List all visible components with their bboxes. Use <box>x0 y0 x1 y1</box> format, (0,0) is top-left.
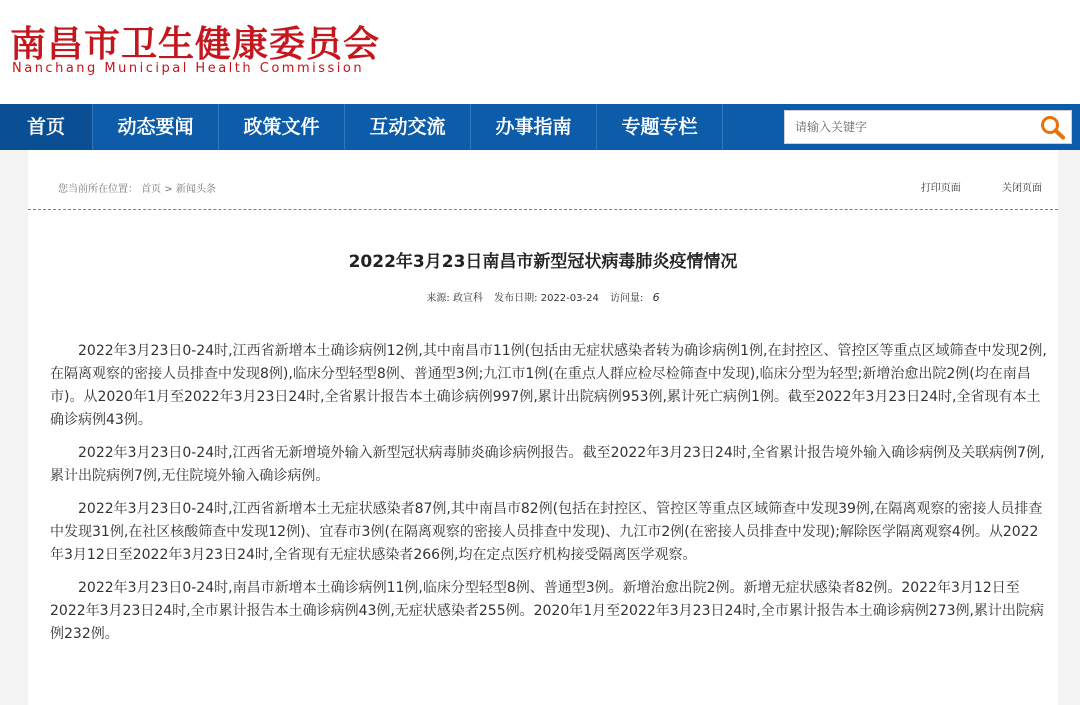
search-input[interactable] <box>785 111 1035 143</box>
nav-item-interaction[interactable]: 互动交流 <box>345 104 471 150</box>
nav-item-guide[interactable]: 办事指南 <box>471 104 597 150</box>
site-header <box>0 0 1080 104</box>
search-box <box>784 110 1072 144</box>
nav-item-news[interactable]: 动态要闻 <box>93 104 219 150</box>
print-page-link[interactable]: 打印页面 <box>920 183 961 194</box>
date-label: 发布日期: <box>494 293 538 304</box>
article-paragraph: 2022年3月23日0-24时,江西省新增本土确诊病例12例,其中南昌市11例(包括由无症状感染者转为确诊病例1例,在封控区、管控区等重点区域筛查中发现2例,在隔离观察的密接人员排查中发现8例),临床分型轻型8例、普通型3例;九江市1例(在重点人群应检尽检筛查中发现),临床分型为轻型;新增治愈出院2例(均在南昌市)。从2020年1月至2022年3月23日24时,全省累计报告本土确诊病例997例,累计出院病例953例,累计死亡病例1例。截至2022年3月23日24时,全省现有本土确诊病例43例。 <box>50 343 1047 428</box>
views-label: 访问量: <box>610 293 644 304</box>
article-title: 2022年3月23日南昌市新型冠状病毒肺炎疫情情况 <box>348 252 738 272</box>
views-value: 6 <box>652 291 660 304</box>
breadcrumb <box>58 180 216 195</box>
article-container <box>28 150 1058 705</box>
search-icon <box>1039 114 1067 140</box>
dashed-divider <box>28 209 1058 210</box>
site-logo-title[interactable]: 南昌市卫生健康委员会 <box>10 24 381 65</box>
source-value: 政宣科 <box>452 293 483 304</box>
page-side-right <box>1058 150 1080 705</box>
breadcrumb-separator: > <box>164 184 173 195</box>
breadcrumb-current-link[interactable]: 新闻头条 <box>175 184 216 195</box>
article-paragraph: 2022年3月23日0-24时,江西省无新增境外输入新型冠状病毒肺炎确诊病例报告。截至2022年3月23日24时,全省累计报告境外输入确诊病例及关联病例7例,累计出院病例7例,无住院境外输入确诊病例。 <box>50 445 1045 484</box>
breadcrumb-home-link[interactable]: 首页 <box>141 184 162 195</box>
nav-item-policy[interactable]: 政策文件 <box>219 104 345 150</box>
article-meta <box>28 289 1058 304</box>
nav-item-topics[interactable]: 专题专栏 <box>597 104 723 150</box>
article-body <box>50 340 1050 656</box>
source-label: 来源: <box>426 293 450 304</box>
article-paragraph: 2022年3月23日0-24时,南昌市新增本土确诊病例11例,临床分型轻型8例、普通型3例。新增治愈出院2例。新增无症状感染者82例。2022年3月12日至2022年3月23日24时,全市累计报告本土确诊病例43例,无症状感染者255例。2020年1月至2022年3月23日24时,全市累计报告本土确诊病例273例,累计出院病例232例。 <box>50 580 1044 642</box>
page-tools <box>883 179 1042 194</box>
breadcrumb-prefix: 您当前所在位置： <box>58 184 138 195</box>
nav-item-home[interactable]: 首页 <box>0 104 93 150</box>
search-button[interactable] <box>1039 114 1067 140</box>
article-paragraph: 2022年3月23日0-24时,江西省新增本土无症状感染者87例,其中南昌市82例(包括在封控区、管控区等重点区域筛查中发现39例,在隔离观察的密接人员排查中发现31例,在社区核酸筛查中发现12例)、宜春市3例(在隔离观察的密接人员排查中发现)、九江市2例(在密接人员排查中发现);解除医学隔离观察4例。从2022年3月12日至2022年3月23日24时,全省现有无症状感染者266例,均在定点医疗机构接受隔离医学观察。 <box>50 501 1043 563</box>
date-value: 2022-03-24 <box>540 293 599 304</box>
page-side-left <box>0 150 28 705</box>
close-page-link[interactable]: 关闭页面 <box>1002 183 1042 194</box>
site-logo-subtitle: Nanchang Municipal Health Commission <box>12 61 365 76</box>
